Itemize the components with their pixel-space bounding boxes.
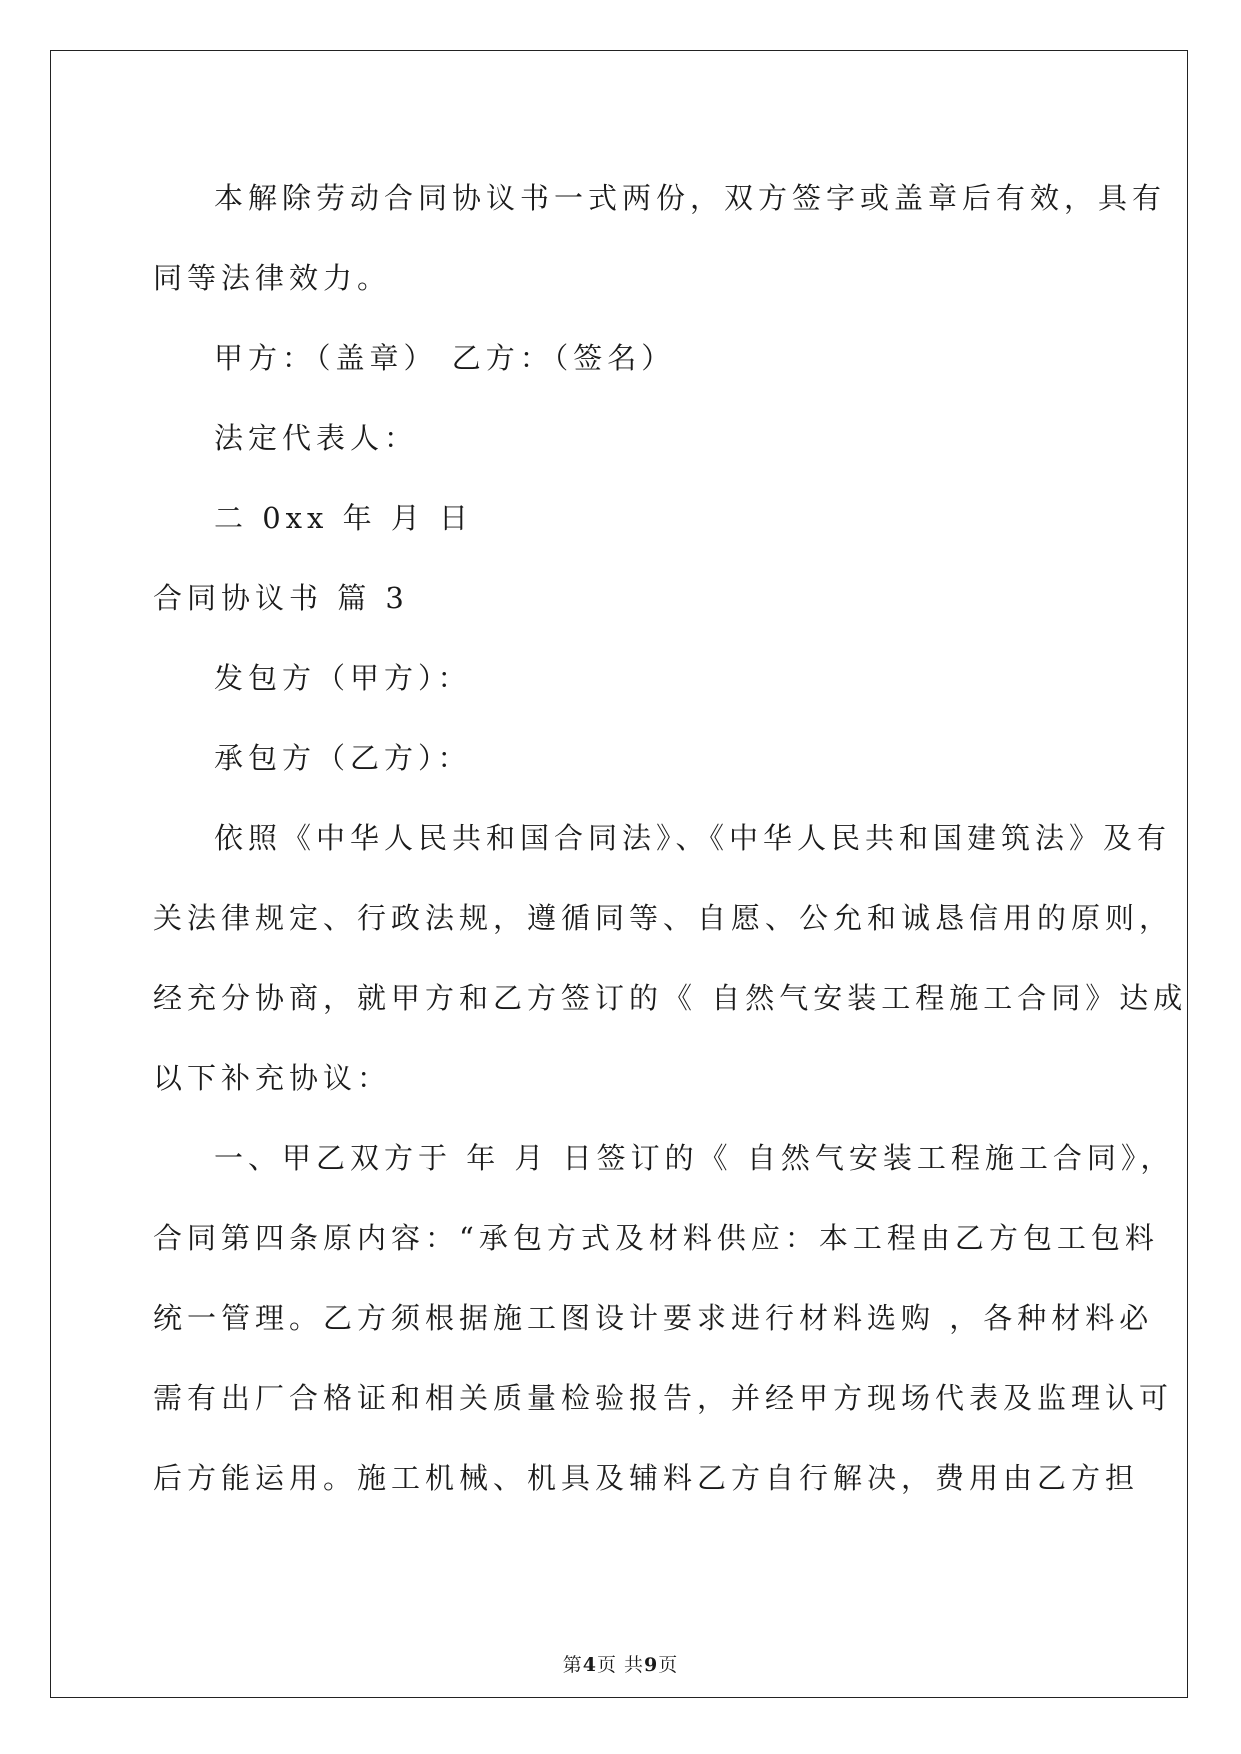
page-footer bbox=[0, 1650, 1241, 1677]
party-b-line: 承包方（乙方）： bbox=[214, 741, 472, 775]
paragraph-line: 需有出厂合格证和相关质量检验报告，并经甲方现场代表及监理认可 bbox=[153, 1381, 1174, 1415]
footer-suffix: 页 bbox=[658, 1654, 679, 1676]
paragraph-line: 关法律规定、行政法规，遵循同等、自愿、公允和诚恳信用的原则， bbox=[153, 901, 1174, 935]
signature-line: 甲方：（盖章） 乙方：（签名） bbox=[214, 341, 676, 375]
legal-representative-line: 法定代表人： bbox=[214, 421, 419, 455]
current-page-number: 4 bbox=[582, 1654, 597, 1676]
paragraph-line: 同等法律效力。 bbox=[153, 261, 392, 295]
party-a-line: 发包方（甲方）： bbox=[214, 661, 472, 695]
total-pages-number: 9 bbox=[644, 1654, 659, 1676]
paragraph-line: 合同第四条原内容：“承包方式及材料供应：本工程由乙方包工包料 bbox=[153, 1221, 1159, 1255]
document-body bbox=[153, 158, 1188, 1518]
date-line: 二 0xx 年 月 日 bbox=[214, 501, 474, 535]
footer-prefix: 第 bbox=[562, 1654, 583, 1676]
paragraph-line: 以下补充协议： bbox=[153, 1061, 392, 1095]
paragraph-line: 后方能运用。施工机械、机具及辅料乙方自行解决，费用由乙方担 bbox=[153, 1461, 1140, 1495]
paragraph-line: 一、甲乙双方于 年 月 日签订的《 自然气安装工程施工合同》， bbox=[214, 1141, 1175, 1175]
footer-middle: 页 共 bbox=[596, 1654, 645, 1676]
paragraph-line: 依照《中华人民共和国合同法》、《中华人民共和国建筑法》及有 bbox=[214, 821, 1172, 855]
section-heading: 合同协议书 篇 3 bbox=[153, 581, 409, 615]
paragraph-line: 统一管理。乙方须根据施工图设计要求进行材料选购 ，各种材料必 bbox=[153, 1301, 1154, 1335]
paragraph-line: 本解除劳动合同协议书一式两份，双方签字或盖章后有效，具有 bbox=[214, 181, 1167, 215]
paragraph-line: 经充分协商，就甲方和乙方签订的《 自然气安装工程施工合同》达成 bbox=[153, 981, 1188, 1015]
